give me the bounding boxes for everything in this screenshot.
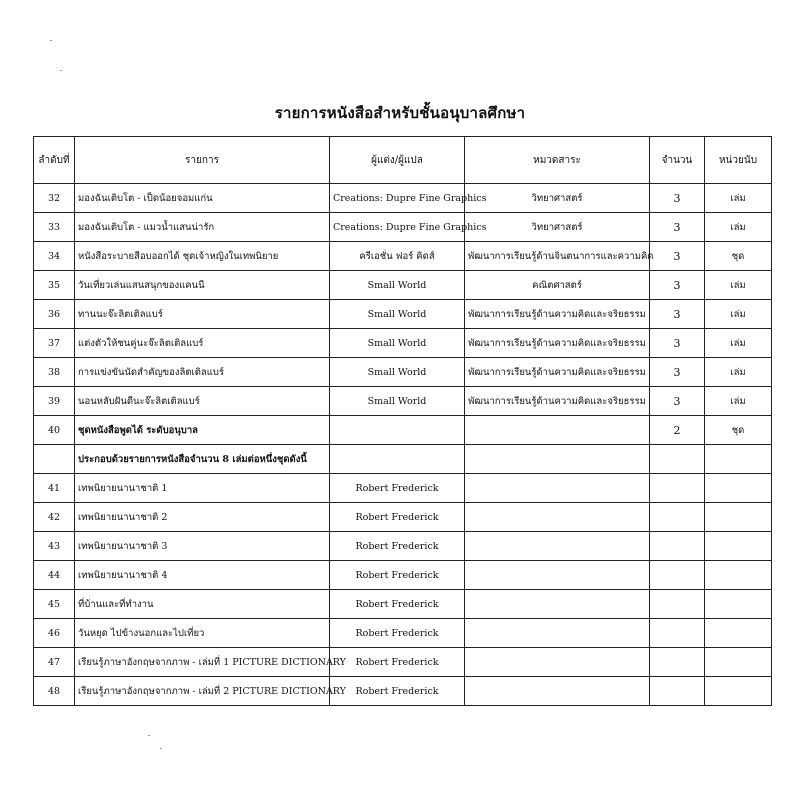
cell-unit [705,561,772,590]
scan-speck [50,40,52,41]
cell-qty [650,532,705,561]
header-no: ลำดับที่ [34,137,75,184]
cell-title: เรียนรู้ภาษาอังกฤษจากภาพ - เล่มที่ 2 PICTURE DICTIONARY [75,677,330,706]
cell-no: 40 [34,416,75,445]
cell-unit: เล่ม [705,213,772,242]
header-title: รายการ [75,137,330,184]
cell-category: พัฒนาการเรียนรู้ด้านความคิดและจริยธรรม [465,358,650,387]
table-row [34,677,772,706]
cell-author: Creations: Dupre Fine Graphics [330,213,465,242]
cell-author: Robert Frederick [330,503,465,532]
table-row [34,648,772,677]
table-row [34,213,772,242]
table-row [34,474,772,503]
book-list-table [33,136,772,706]
cell-title: วันหยุด ไปข้างนอกและไปเที่ยว [75,619,330,648]
cell-author: ครีเอชั่น ฟอร์ คิดส์ [330,242,465,271]
cell-no: 32 [34,184,75,213]
cell-category [465,416,650,445]
cell-author: Robert Frederick [330,561,465,590]
cell-category: พัฒนาการเรียนรู้ด้านความคิดและจริยธรรม [465,300,650,329]
cell-qty: 2 [650,416,705,445]
table-row [34,271,772,300]
header-author: ผู้แต่ง/ผู้แปล [330,137,465,184]
cell-no: 36 [34,300,75,329]
cell-author: Robert Frederick [330,532,465,561]
table-row [34,532,772,561]
cell-qty [650,648,705,677]
cell-no: 44 [34,561,75,590]
cell-qty [650,561,705,590]
cell-no: 47 [34,648,75,677]
cell-title: เทพนิยายนานาชาติ 3 [75,532,330,561]
scan-speck [60,70,62,71]
table-row [34,387,772,416]
cell-title: มองฉันเติบโต - เป็ดน้อยจอมแก่น [75,184,330,213]
cell-author: Small World [330,358,465,387]
cell-category: พัฒนาการเรียนรู้ด้านความคิดและจริยธรรม [465,387,650,416]
cell-category: คณิตศาสตร์ [465,271,650,300]
cell-author: Robert Frederick [330,619,465,648]
cell-no: 46 [34,619,75,648]
cell-no: 34 [34,242,75,271]
cell-no: 38 [34,358,75,387]
cell-qty: 3 [650,358,705,387]
table-row [34,503,772,532]
cell-unit [705,445,772,474]
cell-qty [650,503,705,532]
header-unit: หน่วยนับ [705,137,772,184]
cell-author: Small World [330,300,465,329]
table-row [34,300,772,329]
cell-title: เทพนิยายนานาชาติ 2 [75,503,330,532]
cell-author [330,416,465,445]
table-row [34,619,772,648]
cell-category: พัฒนาการเรียนรู้ด้านความคิดและจริยธรรม [465,329,650,358]
header-qty: จำนวน [650,137,705,184]
cell-unit [705,648,772,677]
cell-unit [705,619,772,648]
cell-title: เทพนิยายนานาชาติ 4 [75,561,330,590]
cell-qty: 3 [650,271,705,300]
cell-qty [650,590,705,619]
table-row [34,561,772,590]
cell-title: หนังสือระบายสีอบออกได้ ชุดเจ้าหญิงในเทพนิยาย [75,242,330,271]
cell-author: Small World [330,329,465,358]
cell-category [465,503,650,532]
table-row [34,242,772,271]
cell-no: 35 [34,271,75,300]
cell-unit [705,677,772,706]
cell-author: Robert Frederick [330,474,465,503]
cell-author: Robert Frederick [330,677,465,706]
cell-unit: เล่ม [705,300,772,329]
cell-qty: 3 [650,213,705,242]
cell-no: 42 [34,503,75,532]
page-title: รายการหนังสือสำหรับชั้นอนุบาลศึกษา [274,104,526,122]
cell-unit: เล่ม [705,271,772,300]
cell-qty: 3 [650,387,705,416]
cell-title: เรียนรู้ภาษาอังกฤษจากภาพ - เล่มที่ 1 PICTURE DICTIONARY [75,648,330,677]
cell-unit [705,503,772,532]
cell-category [465,648,650,677]
cell-category: วิทยาศาสตร์ [465,213,650,242]
cell-category: วิทยาศาสตร์ [465,184,650,213]
cell-qty [650,474,705,503]
cell-title: การแข่งขันนัดสำคัญของลิตเติลแบร์ [75,358,330,387]
table-row [34,358,772,387]
cell-title: ประกอบด้วยรายการหนังสือจำนวน 8 เล่มต่อหนึ่งชุดดังนี้ [75,445,330,474]
cell-no: 48 [34,677,75,706]
cell-title: ที่บ้านและที่ทำงาน [75,590,330,619]
cell-category [465,474,650,503]
cell-category [465,532,650,561]
cell-no: 41 [34,474,75,503]
cell-unit [705,474,772,503]
scan-speck [148,735,150,736]
table-row [34,184,772,213]
cell-author: Robert Frederick [330,590,465,619]
cell-title: แต่งตัวให้ชนคู่นะจ๊ะลิตเติลแบร์ [75,329,330,358]
cell-no: 45 [34,590,75,619]
cell-title: วันเที่ยวเล่นแสนสนุกของแคนนี [75,271,330,300]
cell-no: 39 [34,387,75,416]
cell-unit [705,590,772,619]
cell-unit: เล่ม [705,184,772,213]
cell-unit: เล่ม [705,387,772,416]
header-category: หมวดสาระ [465,137,650,184]
cell-title: เทพนิยายนานาชาติ 1 [75,474,330,503]
cell-category [465,590,650,619]
cell-category [465,445,650,474]
cell-unit: เล่ม [705,358,772,387]
cell-no: 37 [34,329,75,358]
cell-no: 43 [34,532,75,561]
cell-qty: 3 [650,300,705,329]
cell-author: Small World [330,271,465,300]
cell-author: Creations: Dupre Fine Graphics [330,184,465,213]
cell-unit: ชุด [705,416,772,445]
cell-qty: 3 [650,329,705,358]
cell-category [465,619,650,648]
table-body [34,184,772,706]
cell-no: 33 [34,213,75,242]
scan-speck [160,748,162,749]
table-row [34,445,772,474]
table-row [34,416,772,445]
cell-category: พัฒนาการเรียนรู้ด้านจินตนาการและความคิด [465,242,650,271]
cell-unit [705,532,772,561]
cell-title: นอนหลับฝันดีนะจ๊ะลิตเติลแบร์ [75,387,330,416]
table-row [34,590,772,619]
cell-author [330,445,465,474]
cell-qty [650,619,705,648]
cell-qty: 3 [650,184,705,213]
cell-qty [650,677,705,706]
cell-author: Small World [330,387,465,416]
cell-title: ทานนะจ๊ะลิตเติลแบร์ [75,300,330,329]
table-row [34,329,772,358]
cell-category [465,677,650,706]
cell-unit: ชุด [705,242,772,271]
cell-no [34,445,75,474]
cell-author: Robert Frederick [330,648,465,677]
table-header-row [34,137,772,184]
cell-qty [650,445,705,474]
cell-qty: 3 [650,242,705,271]
cell-title: ชุดหนังสือพูดได้ ระดับอนุบาล [75,416,330,445]
cell-unit: เล่ม [705,329,772,358]
cell-title: มองฉันเติบโต - แมวน้ำแสนน่ารัก [75,213,330,242]
cell-category [465,561,650,590]
